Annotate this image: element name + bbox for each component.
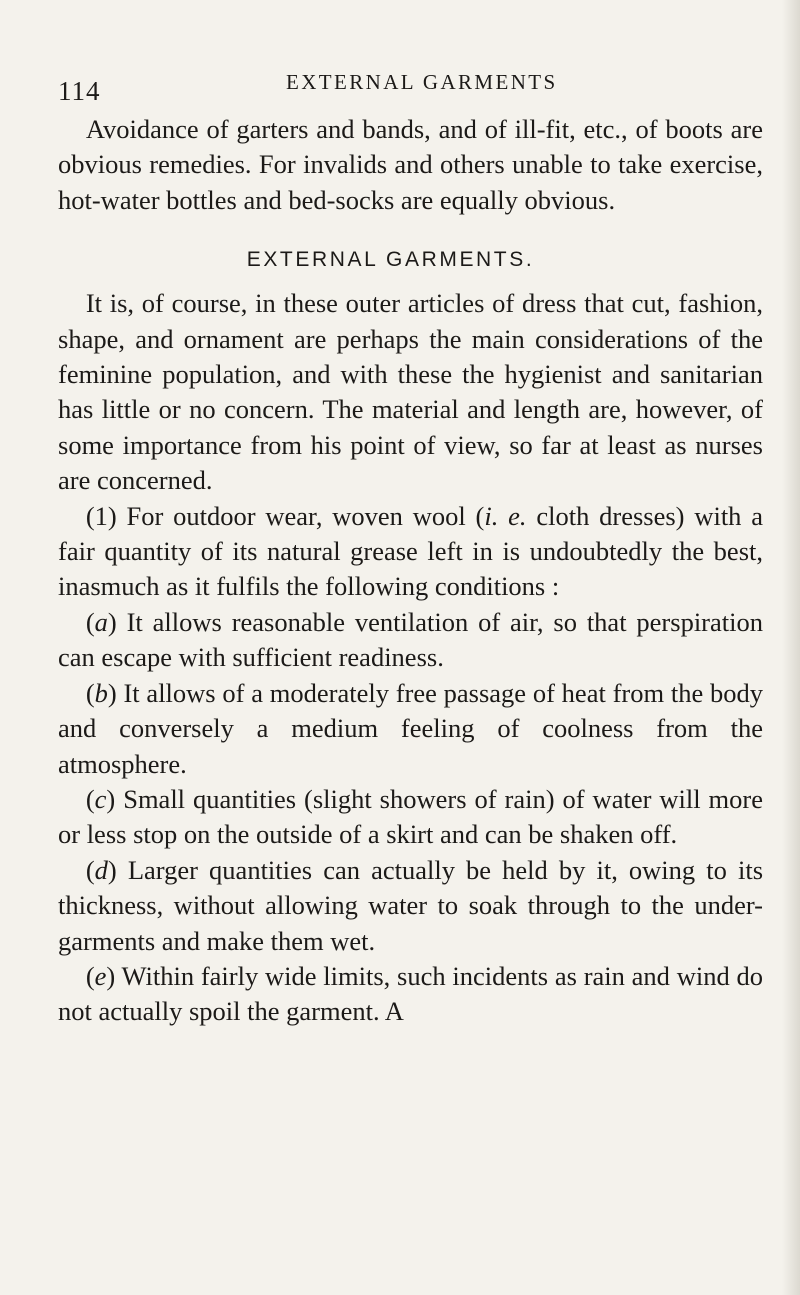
text-block	[58, 112, 763, 1030]
condition-d-text: Larger quantities can actually be held by it, owing to its thickness, without allowing water to soak through to the under-garments and make them wet.	[58, 854, 764, 956]
page-number: 114	[58, 76, 101, 106]
condition-c-text: Small quantities (slight showers of rain) of water will more or less stop on the outside of a skirt and can be shaken off.	[58, 783, 763, 850]
intro-paragraph: Avoidance of garters and bands, and of ill-fit, etc., of boots are obvious remedies. For invalids and others unable to take exercise, hot-water bottles and bed-socks are equally obvious.	[58, 114, 763, 215]
condition-c-marker: (c)	[85, 783, 116, 814]
condition-e	[58, 959, 763, 1030]
point-1-text-after: cloth dresses) with a fair quantity of its natural grease left in is undoubtedly the best, inasmuch as it fulfils the following conditions :	[58, 500, 764, 602]
condition-b-text: It allows of a moderately free passage of heat from the body and conversely a medium feeling of coolness from the atmosphere.	[58, 677, 763, 779]
condition-c	[58, 782, 763, 853]
condition-d	[58, 853, 763, 959]
condition-d-marker: (d)	[85, 854, 117, 885]
condition-e-text: Within fairly wide limits, such incidents as rain and wind do not actually spoil the garment. A	[58, 960, 763, 1027]
main-paragraph: It is, of course, in these outer articles of dress that cut, fashion, shape, and ornament are perhaps the main considerations of the feminine population, and with these the hygienist and sanitarian has little or no concern. The material and length are, however, of some importance from his point of view, so far at least as nurses are concerned.	[58, 288, 763, 496]
section-heading: EXTERNAL GARMENTS.	[246, 248, 535, 272]
running-title: EXTERNAL GARMENTS	[286, 70, 558, 94]
point-1-italic: i. e.	[484, 500, 527, 531]
page-edge-shadow	[782, 0, 800, 1295]
condition-a-marker: (a)	[85, 606, 117, 637]
running-head	[58, 70, 758, 110]
point-1-number: (1)	[85, 500, 117, 531]
condition-b	[58, 676, 763, 782]
condition-a-text: It allows reasonable ventilation of air, so that perspiration can escape with sufficient readiness.	[58, 606, 763, 673]
condition-e-marker: (e)	[85, 960, 116, 991]
condition-a	[58, 605, 763, 676]
point-1-text-before: For outdoor wear, woven wool (	[126, 500, 485, 531]
point-1	[58, 499, 763, 605]
condition-b-marker: (b)	[85, 677, 117, 708]
